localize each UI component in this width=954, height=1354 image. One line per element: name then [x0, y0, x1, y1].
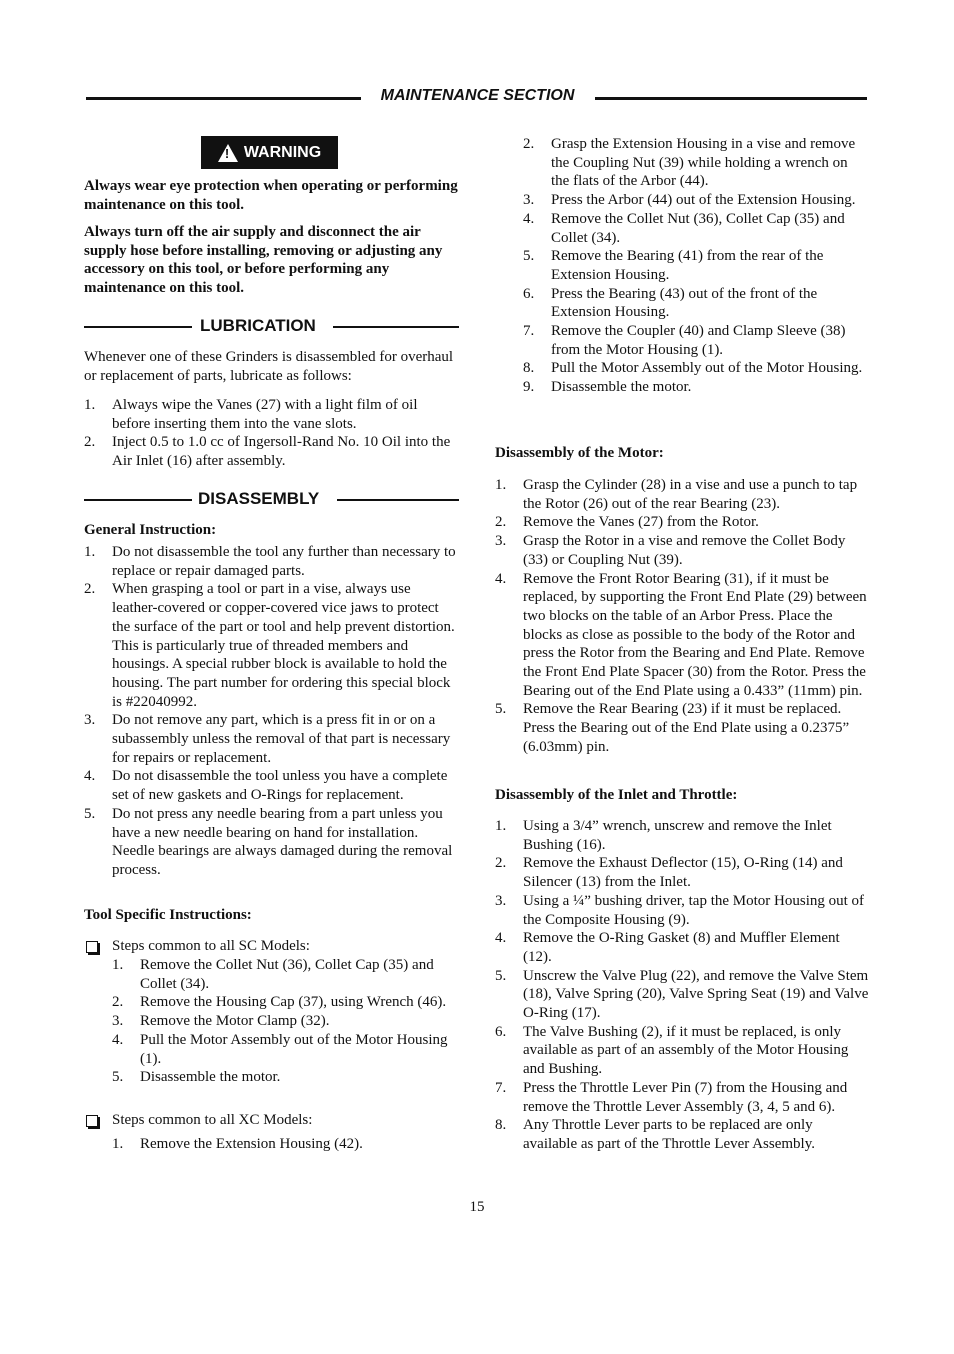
- xc-models-list-part1: [112, 1135, 457, 1154]
- list-item-number: 4.: [112, 1031, 124, 1048]
- list-item: [523, 247, 868, 284]
- list-item: [84, 543, 459, 580]
- list-item-text: Using a ¼” bushing driver, tap the Motor Housing out of the Composite Housing (9).: [523, 892, 865, 928]
- list-item: [523, 322, 868, 359]
- lubrication-intro: Whenever one of these Grinders is disassembled for overhaul or replacement of parts, lubricate as follows:: [84, 349, 454, 384]
- list-item-number: 4.: [84, 768, 96, 785]
- list-item: [112, 993, 457, 1012]
- list-item-number: 5.: [84, 805, 96, 822]
- lubrication-list: [84, 396, 459, 471]
- list-item-number: 4.: [495, 570, 507, 587]
- disassembly-title: DISASSEMBLY: [198, 489, 320, 508]
- list-item-number: 4.: [495, 930, 507, 947]
- list-item-number: 3.: [523, 192, 535, 209]
- list-item-number: 1.: [112, 957, 124, 973]
- list-item-number: 7.: [495, 1079, 507, 1096]
- list-item: [495, 476, 870, 513]
- list-item-number: 4.: [523, 210, 535, 227]
- list-item-text: Using a 3/4” wrench, unscrew and remove the Inlet Bushing (16).: [523, 818, 832, 853]
- warning-text-2: Always turn off the air supply and disconnect the air supply hose before installing, removing or adjusting any accessory on this tool, or before performing any maintenance on this tool.: [84, 224, 443, 297]
- list-item: [112, 1135, 457, 1154]
- xc-models-list-part2: [523, 135, 868, 397]
- list-item: [495, 817, 870, 854]
- list-item-text: Remove the Exhaust Deflector (15), O-Ring (14) and Silencer (13) from the Inlet.: [523, 855, 843, 891]
- list-item-text: Any Throttle Lever parts to be replaced are only available as part of the Throttle Lever Assembly.: [523, 1117, 815, 1152]
- sc-models-heading: Steps common to all SC Models:: [112, 938, 310, 954]
- list-item-text: Unscrew the Valve Plug (22), and remove the Valve Stem (18), Valve Spring (20), Valve Spring Seat (19) and Valve O-Ring (17).: [523, 967, 869, 1022]
- list-item: [523, 135, 868, 191]
- list-item-number: 3.: [112, 1013, 124, 1030]
- tool-specific-heading: Tool Specific Instructions:: [84, 907, 252, 923]
- list-item-text: Grasp the Extension Housing in a vise and remove the Coupling Nut (39) while holding a wrench on the flats of the Arbor (44).: [551, 136, 856, 190]
- sc-models-list: [112, 956, 457, 1087]
- list-item-text: Do not disassemble the tool any further than necessary to replace or repair damaged parts.: [112, 544, 456, 579]
- list-item-text: Always wipe the Vanes (27) with a light film of oil before inserting them into the vane slots.: [112, 397, 418, 432]
- list-item-text: Grasp the Cylinder (28) in a vise and use a punch to tap the Rotor (26) out of the rear Bearing (23).: [523, 477, 858, 512]
- list-item: [112, 1031, 457, 1068]
- list-item: [84, 580, 459, 711]
- list-item: [495, 513, 870, 532]
- page-number: 15: [469, 1199, 485, 1215]
- list-item-text: Do not remove any part, which is a press fit in or on a subassembly unless the removal of that part is necessary for repairs or replacement.: [112, 712, 451, 766]
- list-item-number: 2.: [84, 434, 96, 451]
- list-item-number: 3.: [84, 712, 96, 729]
- list-item-number: 5.: [112, 1069, 124, 1086]
- list-item: [84, 433, 459, 470]
- list-item-number: 5.: [495, 967, 507, 984]
- disassembly-heading: [84, 489, 459, 511]
- list-item: [523, 285, 868, 322]
- list-item-number: 5.: [523, 248, 535, 265]
- list-item-number: 1.: [84, 397, 96, 413]
- list-item-text: Remove the Collet Nut (36), Collet Cap (35) and Collet (34).: [140, 957, 434, 992]
- checkbox-sc-icon: [86, 941, 98, 953]
- list-item-text: Remove the Vanes (27) from the Rotor.: [523, 514, 759, 531]
- list-item-text: Remove the Extension Housing (42).: [140, 1136, 363, 1152]
- list-item: [495, 854, 870, 891]
- list-item-text: Disassemble the motor.: [140, 1069, 281, 1086]
- list-item: [495, 892, 870, 929]
- list-item-text: Do not disassemble the tool unless you have a complete set of new gaskets and O-Rings for replacement.: [112, 768, 448, 804]
- list-item: [112, 1012, 457, 1031]
- list-item-text: Remove the Housing Cap (37), using Wrench (46).: [140, 994, 447, 1011]
- list-item-text: Press the Bearing (43) out of the front of the Extension Housing.: [551, 285, 818, 321]
- list-item-text: Remove the O-Ring Gasket (8) and Muffler Element (12).: [523, 930, 840, 965]
- list-item-text: Remove the Motor Clamp (32).: [140, 1013, 330, 1030]
- list-item-text: Press the Throttle Lever Pin (7) from the Housing and remove the Throttle Lever Assembly (3, 4, 5 and 6).: [523, 1079, 848, 1115]
- list-item-number: 3.: [495, 533, 507, 550]
- list-item: [495, 1116, 870, 1153]
- inlet-heading: Disassembly of the Inlet and Throttle:: [495, 787, 738, 803]
- motor-list: [495, 476, 870, 757]
- list-item-text: Remove the Coupler (40) and Clamp Sleeve (38) from the Motor Housing (1).: [551, 323, 846, 358]
- list-item: [84, 767, 459, 804]
- list-item: [495, 532, 870, 569]
- list-item-text: Remove the Front Rotor Bearing (31), if it must be replaced, by supporting the Front End Plate (29) between two blocks on the table of an Arbor Press. Place the blocks as close as possible to the body of the Rotor and press the Rotor from the Bearing and End Plate. Remove the Front End Plate Spacer (30) from the Rotor. Press the Bearing out of the End Plate using a 0.433” (11mm) pin.: [523, 570, 867, 699]
- list-item-text: The Valve Bushing (2), if it must be replaced, is only available as part of an assembly of the Motor Housing and Bushing.: [523, 1023, 849, 1078]
- list-item-text: Remove the Collet Nut (36), Collet Cap (35) and Collet (34).: [551, 210, 845, 246]
- section-header-title: MAINTENANCE SECTION: [380, 87, 575, 104]
- list-item-text: Press the Arbor (44) out of the Extension Housing.: [551, 192, 856, 209]
- list-item: [84, 805, 459, 880]
- list-item-number: 1.: [84, 544, 96, 560]
- list-item: [523, 191, 868, 210]
- lubrication-heading: [84, 316, 459, 338]
- list-item-text: Inject 0.5 to 1.0 cc of Ingersoll-Rand No. 10 Oil into the Air Inlet (16) after assembly.: [112, 434, 451, 470]
- list-item: [523, 359, 868, 378]
- list-item-number: 8.: [495, 1117, 507, 1134]
- warning-badge: [201, 136, 338, 169]
- list-item-text: Disassemble the motor.: [551, 379, 692, 396]
- list-item-text: Do not press any needle bearing from a part unless you have a new needle bearing on hand for installation. Needle bearings are always damaged during the removal process.: [112, 805, 453, 878]
- list-item-number: 2.: [495, 514, 507, 531]
- list-item: [495, 1079, 870, 1116]
- general-instruction-heading: General Instruction:: [84, 522, 217, 538]
- list-item-number: 2.: [84, 581, 96, 598]
- list-item: [112, 1068, 457, 1087]
- warning-text-1: Always wear eye protection when operating or performing maintenance on this tool.: [84, 178, 458, 213]
- list-item-text: Remove the Bearing (41) from the rear of the Extension Housing.: [551, 248, 824, 283]
- header-rule-left: [86, 97, 361, 100]
- list-item: [112, 956, 457, 993]
- list-item-number: 9.: [523, 379, 535, 396]
- xc-models-heading: Steps common to all XC Models:: [112, 1112, 313, 1128]
- list-item: [495, 967, 870, 1023]
- list-item: [495, 570, 870, 701]
- warning-triangle-icon: !: [218, 144, 238, 162]
- list-item-number: 1.: [495, 477, 507, 493]
- list-item-text: Grasp the Rotor in a vise and remove the Collet Body (33) or Coupling Nut (39).: [523, 533, 846, 568]
- list-item-number: 5.: [495, 701, 507, 718]
- list-item-number: 6.: [523, 285, 535, 302]
- checkbox-xc-icon: [86, 1115, 98, 1127]
- list-item: [523, 210, 868, 247]
- header-rule-right: [595, 97, 867, 100]
- list-item-number: 7.: [523, 323, 535, 340]
- general-instruction-list: [84, 543, 459, 880]
- list-item: [84, 711, 459, 767]
- list-item-text: When grasping a tool or part in a vise, always use leather-covered or copper-covered vice jaws to protect the surface of the part or tool and help prevent distortion. This is particularly true of threaded members and housings. A special rubber block is available to hold the housing. The part number for ordering this special block is #22040992.: [112, 581, 455, 710]
- list-item-number: 6.: [495, 1023, 507, 1040]
- list-item: [495, 1023, 870, 1079]
- list-item-text: Pull the Motor Assembly out of the Motor Housing.: [551, 360, 863, 377]
- list-item-number: 1.: [112, 1136, 124, 1152]
- list-item-text: Remove the Rear Bearing (23) if it must be replaced. Press the Bearing out of the End Plate using a 0.2375” (6.03mm) pin.: [523, 701, 850, 755]
- list-item-number: 3.: [495, 892, 507, 909]
- list-item-number: 2.: [495, 855, 507, 872]
- list-item-number: 2.: [523, 136, 535, 152]
- list-item-text: Pull the Motor Assembly out of the Motor Housing (1).: [140, 1031, 448, 1067]
- list-item: [495, 700, 870, 756]
- inlet-list: [495, 817, 870, 1154]
- list-item: [523, 378, 868, 397]
- lubrication-title: LUBRICATION: [200, 316, 316, 335]
- list-item-number: 1.: [495, 818, 507, 834]
- motor-heading: Disassembly of the Motor:: [495, 445, 664, 461]
- list-item: [84, 396, 459, 433]
- list-item-number: 2.: [112, 994, 124, 1011]
- list-item: [495, 929, 870, 966]
- warning-label: WARNING: [243, 143, 322, 161]
- list-item-number: 8.: [523, 360, 535, 377]
